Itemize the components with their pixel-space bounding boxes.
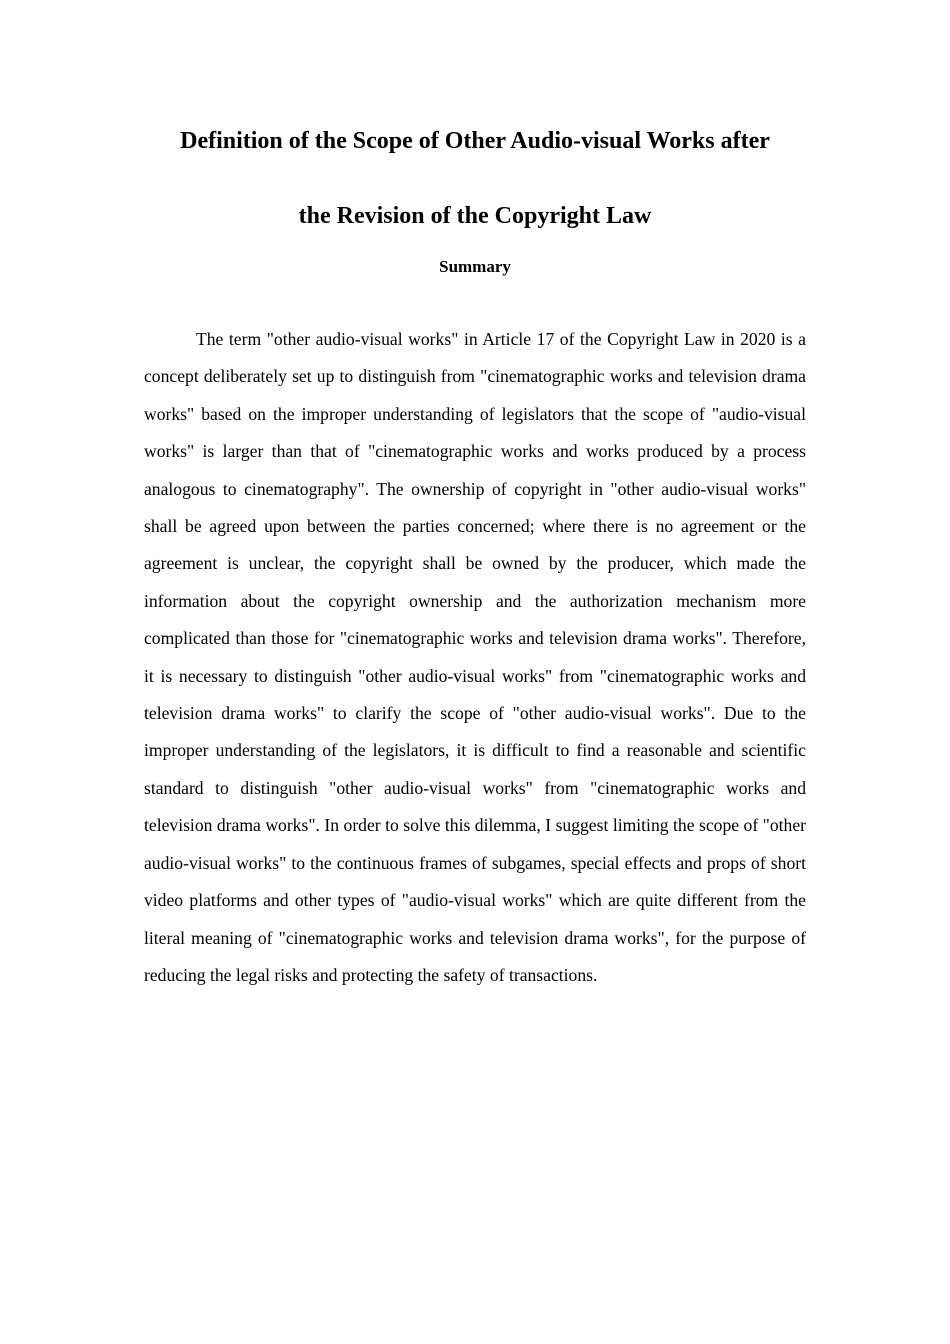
summary-heading: Summary (439, 257, 511, 276)
abstract-paragraph: The term "other audio-visual works" in Article 17 of the Copyright Law in 2020 is a concept deliberately set up to distinguish from "cinematographic works and television drama works" based on the improper understanding of legislators that the scope of "audio-visual works" is larger than that of "cinematographic works and works produced by a process analogous to cinematography". The ownership of copyright in "other audio-visual works" shall be agreed upon between the parties concerned; where there is no agreement or the agreement is unclear, the copyright shall be owned by the producer, which made the information about the copyright ownership and the authorization mechanism more complicated than those for "cinematographic works and television drama works". Therefore, it is necessary to distinguish "other audio-visual works" from "cinematographic works and television drama works" to clarify the scope of "other audio-visual works". Due to the improper understanding of the legislators, it is difficult to find a reasonable and scientific standard to distinguish "other audio-visual works" from "cinematographic works and television drama works". In order to solve this dilemma, I suggest limiting the scope of "other audio-visual works" to the continuous frames of subgames, special effects and props of short video platforms and other types of "audio-visual works" which are quite different from the literal meaning of "cinematographic works and television drama works", for the purpose of reducing the legal risks and protecting the safety of transactions. (144, 329, 806, 985)
document-title-line-2: the Revision of the Copyright Law (298, 203, 652, 229)
document-title-line-1: Definition of the Scope of Other Audio-visual Works after (180, 128, 770, 154)
